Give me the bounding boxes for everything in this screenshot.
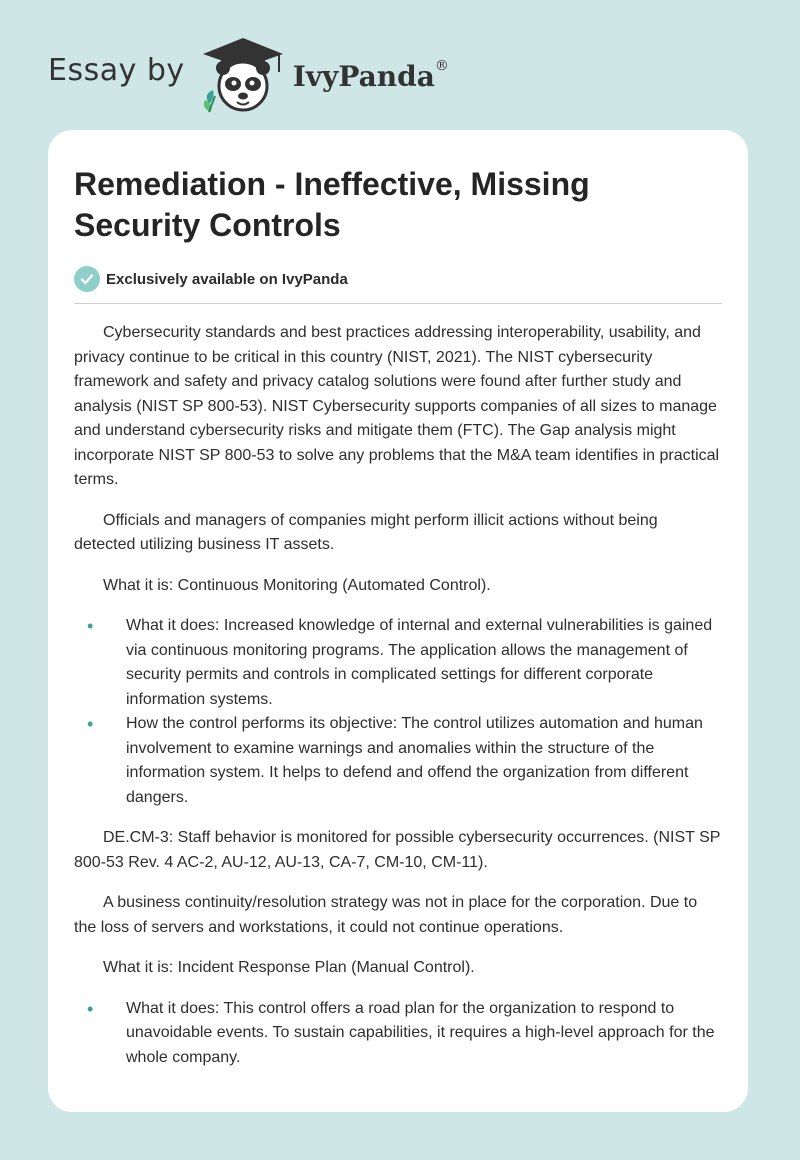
exclusive-badge-label: Exclusively available on IvyPanda [106, 270, 348, 288]
paragraph: What it is: Continuous Monitoring (Automated Control). [103, 576, 491, 594]
ivypanda-logo-icon[interactable] [195, 34, 291, 114]
bullet-list [74, 614, 722, 810]
article-body [74, 321, 722, 1070]
bullet-list [74, 997, 722, 1071]
site-header [48, 34, 508, 114]
paragraph: Cybersecurity standards and best practices addressing interoperability, usability, and privacy continue to be critical in this country (NIST, 2021). The NIST cybersecurity framework and safety and privacy catalog solutions were found after further study and analysis (NIST SP 800-53). NIST Cybersecurity supports companies of all sizes to manage and understand cybersecurity risks and mitigate them (FTC). The Gap analysis might incorporate NIST SP 800-53 to solve any problems that the M&A team identifies in practical terms. [74, 324, 720, 488]
registered-mark: ® [434, 57, 449, 74]
check-circle-icon [74, 266, 100, 292]
article-title: Remediation - Ineffective, Missing Security Controls [74, 166, 590, 243]
exclusive-badge [74, 265, 722, 293]
bullet-icon: • [87, 616, 94, 636]
paragraph: DE.CM-3: Staff behavior is monitored for possible cybersecurity occurrences. (NIST SP 800-53 Rev. 4 AC-2, AU-12, AU-13, CA-7, CM-10, CM-11). [74, 829, 721, 871]
list-item: • What it does: Increased knowledge of internal and external vulnerabilities is gained via continuous monitoring programs. The application allows the management of security permits and controls in complicated settings for different corporate information systems. [87, 616, 713, 708]
paragraph: What it is: Incident Response Plan (Manual Control). [103, 959, 475, 976]
bullet-icon: • [87, 714, 94, 734]
list-item: • How the control performs its objective: The control utilizes automation and human involvement to examine warnings and anomalies within the structure of the information system. It helps to defend and offend the organization from different dangers. [87, 714, 703, 806]
paragraph: Officials and managers of companies might perform illicit actions without being detected utilizing business IT assets. [74, 511, 658, 553]
article-card [48, 130, 748, 1112]
list-item: • What it does: This control offers a road plan for the organization to respond to unavoidable events. To sustain capabilities, it requires a high-level approach for the whole company. [87, 998, 715, 1066]
brand-name: IvyPanda® [292, 57, 449, 93]
paragraph: A business continuity/resolution strategy was not in place for the corporation. Due to the loss of servers and workstations, it could not continue operations. [74, 894, 698, 936]
bullet-icon: • [87, 998, 94, 1019]
essay-by-label: Essay by [48, 52, 185, 88]
divider [74, 303, 722, 304]
